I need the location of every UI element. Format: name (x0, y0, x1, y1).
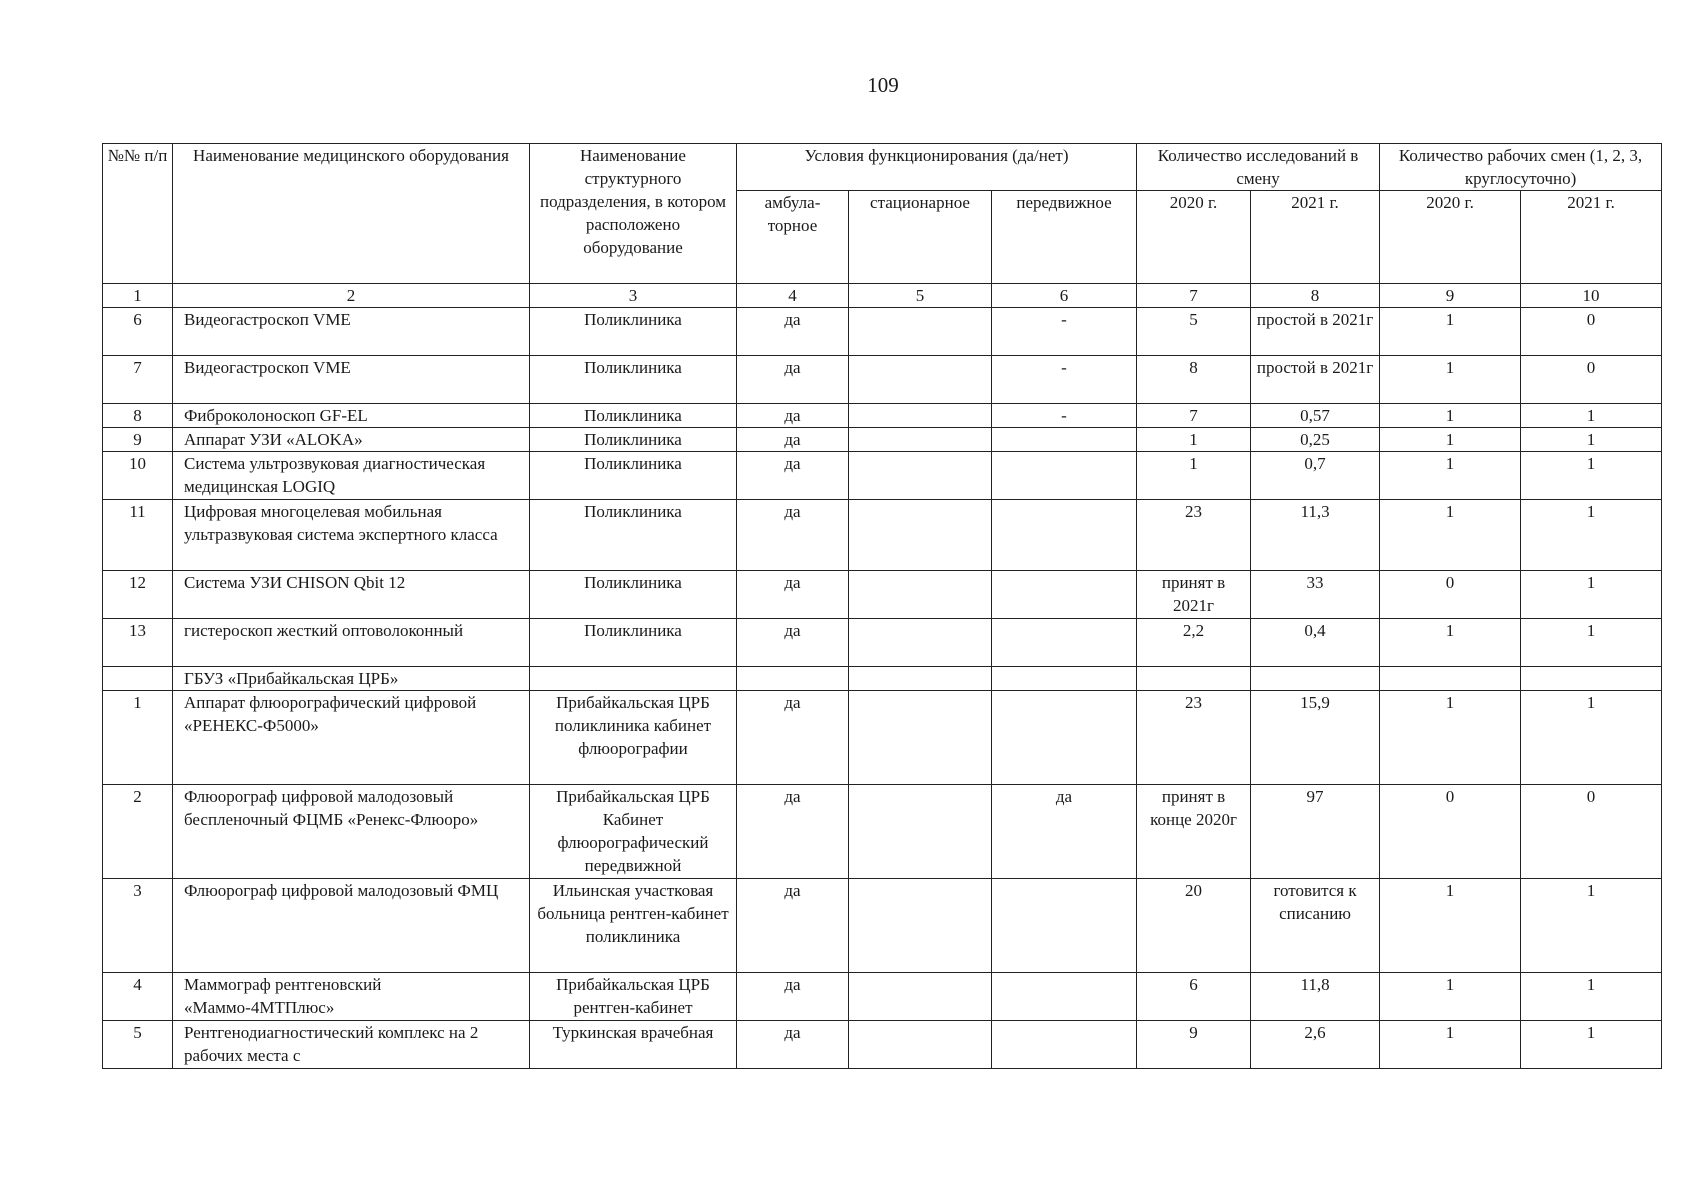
header-studies-2021: 2021 г. (1251, 191, 1380, 284)
row-number: 7 (103, 356, 173, 404)
page-number: 109 (867, 73, 899, 97)
column-number: 6 (992, 284, 1137, 308)
mobile-cell (992, 667, 1137, 691)
ambulatory-cell: да (737, 571, 849, 619)
division-name: Поликлиника (530, 571, 737, 619)
shifts-2020-cell: 1 (1380, 500, 1521, 571)
shifts-2020-cell (1380, 667, 1521, 691)
equipment-name: Флюорограф цифровой малодозовый беспленочный ФЦМБ «Ренекс-Флюоро» (173, 785, 530, 879)
column-number: 7 (1137, 284, 1251, 308)
row-number: 4 (103, 973, 173, 1021)
division-name: Поликлиника (530, 404, 737, 428)
studies-2021-cell: 97 (1251, 785, 1380, 879)
shifts-2020-cell: 0 (1380, 571, 1521, 619)
header-studies-2020: 2020 г. (1137, 191, 1251, 284)
row-number: 3 (103, 879, 173, 973)
equipment-name: Видеогастроскоп VME (173, 356, 530, 404)
studies-2020-cell: принят в конце 2020г (1137, 785, 1251, 879)
equipment-name: Рентгенодиагностический комплекс на 2 рабочих места с (173, 1021, 530, 1069)
studies-2020-cell: 9 (1137, 1021, 1251, 1069)
shifts-2020-cell: 1 (1380, 691, 1521, 785)
equipment-name: Фиброколоноскоп GF-EL (173, 404, 530, 428)
mobile-cell: - (992, 356, 1137, 404)
stationary-cell (849, 619, 992, 667)
studies-2020-cell: 6 (1137, 973, 1251, 1021)
row-number: 8 (103, 404, 173, 428)
table-row (103, 571, 1662, 619)
studies-2021-cell: 15,9 (1251, 691, 1380, 785)
stationary-cell (849, 404, 992, 428)
mobile-cell (992, 619, 1137, 667)
ambulatory-cell: да (737, 308, 849, 356)
division-name: Поликлиника (530, 308, 737, 356)
stationary-cell (849, 452, 992, 500)
table-row (103, 619, 1662, 667)
table-row (103, 500, 1662, 571)
studies-2020-cell: 20 (1137, 879, 1251, 973)
header-num: №№ п/п (103, 144, 173, 284)
section-row (103, 667, 1662, 691)
stationary-cell (849, 973, 992, 1021)
header-mobile: передвижное (992, 191, 1137, 284)
ambulatory-cell: да (737, 452, 849, 500)
shifts-2020-cell: 1 (1380, 619, 1521, 667)
row-number (103, 667, 173, 691)
mobile-cell: - (992, 404, 1137, 428)
shifts-2021-cell: 0 (1521, 785, 1662, 879)
division-name: Прибайкальская ЦРБ поликлиника кабинет флюорографии (530, 691, 737, 785)
mobile-cell (992, 973, 1137, 1021)
studies-2021-cell: простой в 2021г (1251, 308, 1380, 356)
ambulatory-cell: да (737, 619, 849, 667)
row-number: 11 (103, 500, 173, 571)
table-row (103, 356, 1662, 404)
header-shifts-2021: 2021 г. (1521, 191, 1662, 284)
equipment-name: Цифровая многоцелевая мобильная ультразвуковая система экспертного класса (173, 500, 530, 571)
ambulatory-cell: да (737, 428, 849, 452)
equipment-name: Видеогастроскоп VME (173, 308, 530, 356)
mobile-cell (992, 500, 1137, 571)
studies-2020-cell: 5 (1137, 308, 1251, 356)
equipment-name: гистероскоп жесткий оптоволоконный (173, 619, 530, 667)
column-number: 9 (1380, 284, 1521, 308)
table-row (103, 879, 1662, 973)
equipment-name: Аппарат УЗИ «ALOKA» (173, 428, 530, 452)
row-number: 1 (103, 691, 173, 785)
division-name: Прибайкальская ЦРБ рентген-кабинет (530, 973, 737, 1021)
table-row (103, 973, 1662, 1021)
ambulatory-cell: да (737, 356, 849, 404)
header-studies: Количество исследований в смену (1137, 144, 1380, 191)
studies-2021-cell: простой в 2021г (1251, 356, 1380, 404)
header-conditions: Условия функционирования (да/нет) (737, 144, 1137, 191)
header-ambulatory: амбула-торное (737, 191, 849, 284)
studies-2021-cell: 0,25 (1251, 428, 1380, 452)
column-number: 1 (103, 284, 173, 308)
mobile-cell (992, 428, 1137, 452)
division-name: Поликлиника (530, 428, 737, 452)
shifts-2020-cell: 1 (1380, 452, 1521, 500)
column-number: 4 (737, 284, 849, 308)
studies-2020-cell: 2,2 (1137, 619, 1251, 667)
shifts-2021-cell: 1 (1521, 428, 1662, 452)
table-row (103, 308, 1662, 356)
stationary-cell (849, 308, 992, 356)
stationary-cell (849, 879, 992, 973)
studies-2021-cell: 0,57 (1251, 404, 1380, 428)
shifts-2021-cell: 1 (1521, 1021, 1662, 1069)
ambulatory-cell: да (737, 785, 849, 879)
column-number-row (103, 284, 1662, 308)
division-name: Поликлиника (530, 452, 737, 500)
mobile-cell: да (992, 785, 1137, 879)
column-number: 10 (1521, 284, 1662, 308)
ambulatory-cell (737, 667, 849, 691)
equipment-name: Система ультрозвуковая диагностическая медицинская LOGIQ (173, 452, 530, 500)
column-number: 3 (530, 284, 737, 308)
studies-2021-cell: 2,6 (1251, 1021, 1380, 1069)
equipment-name: Маммограф рентгеновский «Маммо-4МТПлюс» (173, 973, 530, 1021)
studies-2020-cell: 23 (1137, 691, 1251, 785)
mobile-cell: - (992, 308, 1137, 356)
stationary-cell (849, 1021, 992, 1069)
equipment-name: Система УЗИ CHISON Qbit 12 (173, 571, 530, 619)
equipment-table (102, 143, 1662, 1069)
section-title: ГБУЗ «Прибайкальская ЦРБ» (173, 667, 530, 691)
table-row (103, 404, 1662, 428)
column-number: 8 (1251, 284, 1380, 308)
shifts-2021-cell (1521, 667, 1662, 691)
stationary-cell (849, 356, 992, 404)
shifts-2020-cell: 1 (1380, 356, 1521, 404)
table-row (103, 785, 1662, 879)
column-number: 5 (849, 284, 992, 308)
studies-2020-cell: принят в 2021г (1137, 571, 1251, 619)
stationary-cell (849, 785, 992, 879)
header-stationary: стационарное (849, 191, 992, 284)
shifts-2021-cell: 1 (1521, 691, 1662, 785)
ambulatory-cell: да (737, 404, 849, 428)
mobile-cell (992, 691, 1137, 785)
studies-2020-cell: 8 (1137, 356, 1251, 404)
studies-2021-cell: 0,4 (1251, 619, 1380, 667)
studies-2021-cell (1251, 667, 1380, 691)
stationary-cell (849, 500, 992, 571)
shifts-2021-cell: 1 (1521, 973, 1662, 1021)
division-name: Поликлиника (530, 500, 737, 571)
shifts-2020-cell: 0 (1380, 785, 1521, 879)
table-body (103, 308, 1662, 1069)
shifts-2020-cell: 1 (1380, 879, 1521, 973)
studies-2020-cell: 7 (1137, 404, 1251, 428)
row-number: 9 (103, 428, 173, 452)
header-shifts: Количество рабочих смен (1, 2, 3, круглосуточно) (1380, 144, 1662, 191)
shifts-2021-cell: 0 (1521, 308, 1662, 356)
shifts-2021-cell: 0 (1521, 356, 1662, 404)
header-row-1 (103, 144, 1662, 191)
column-number: 2 (173, 284, 530, 308)
studies-2021-cell: 33 (1251, 571, 1380, 619)
mobile-cell (992, 879, 1137, 973)
ambulatory-cell: да (737, 1021, 849, 1069)
division-name: Прибайкальская ЦРБ Кабинет флюорографический передвижной (530, 785, 737, 879)
mobile-cell (992, 1021, 1137, 1069)
header-division: Наименование структурного подразделения, в котором расположено оборудование (530, 144, 737, 284)
row-number: 2 (103, 785, 173, 879)
mobile-cell (992, 452, 1137, 500)
table-row (103, 691, 1662, 785)
stationary-cell (849, 428, 992, 452)
division-name: Поликлиника (530, 619, 737, 667)
shifts-2020-cell: 1 (1380, 428, 1521, 452)
studies-2021-cell: 11,8 (1251, 973, 1380, 1021)
row-number: 6 (103, 308, 173, 356)
shifts-2020-cell: 1 (1380, 973, 1521, 1021)
stationary-cell (849, 571, 992, 619)
shifts-2021-cell: 1 (1521, 404, 1662, 428)
table-row (103, 1021, 1662, 1069)
stationary-cell (849, 691, 992, 785)
equipment-name: Аппарат флюорографический цифровой «РЕНЕКС-Ф5000» (173, 691, 530, 785)
shifts-2020-cell: 1 (1380, 1021, 1521, 1069)
ambulatory-cell: да (737, 973, 849, 1021)
division-name: Поликлиника (530, 356, 737, 404)
ambulatory-cell: да (737, 879, 849, 973)
row-number: 10 (103, 452, 173, 500)
ambulatory-cell: да (737, 691, 849, 785)
studies-2021-cell: 11,3 (1251, 500, 1380, 571)
studies-2020-cell (1137, 667, 1251, 691)
shifts-2021-cell: 1 (1521, 571, 1662, 619)
studies-2020-cell: 1 (1137, 428, 1251, 452)
studies-2020-cell: 1 (1137, 452, 1251, 500)
header-shifts-2020: 2020 г. (1380, 191, 1521, 284)
row-number: 12 (103, 571, 173, 619)
table-row (103, 452, 1662, 500)
ambulatory-cell: да (737, 500, 849, 571)
studies-2021-cell: 0,7 (1251, 452, 1380, 500)
shifts-2021-cell: 1 (1521, 500, 1662, 571)
row-number: 13 (103, 619, 173, 667)
division-name: Туркинская врачебная (530, 1021, 737, 1069)
division-name: Ильинская участковая больница рентген-кабинет поликлиника (530, 879, 737, 973)
equipment-name: Флюорограф цифровой малодозовый ФМЦ (173, 879, 530, 973)
studies-2021-cell: готовится к списанию (1251, 879, 1380, 973)
shifts-2021-cell: 1 (1521, 452, 1662, 500)
table-row (103, 428, 1662, 452)
shifts-2021-cell: 1 (1521, 879, 1662, 973)
shifts-2020-cell: 1 (1380, 404, 1521, 428)
shifts-2021-cell: 1 (1521, 619, 1662, 667)
row-number: 5 (103, 1021, 173, 1069)
header-equipment: Наименование медицинского оборудования (173, 144, 530, 284)
shifts-2020-cell: 1 (1380, 308, 1521, 356)
mobile-cell (992, 571, 1137, 619)
studies-2020-cell: 23 (1137, 500, 1251, 571)
division-name (530, 667, 737, 691)
stationary-cell (849, 667, 992, 691)
